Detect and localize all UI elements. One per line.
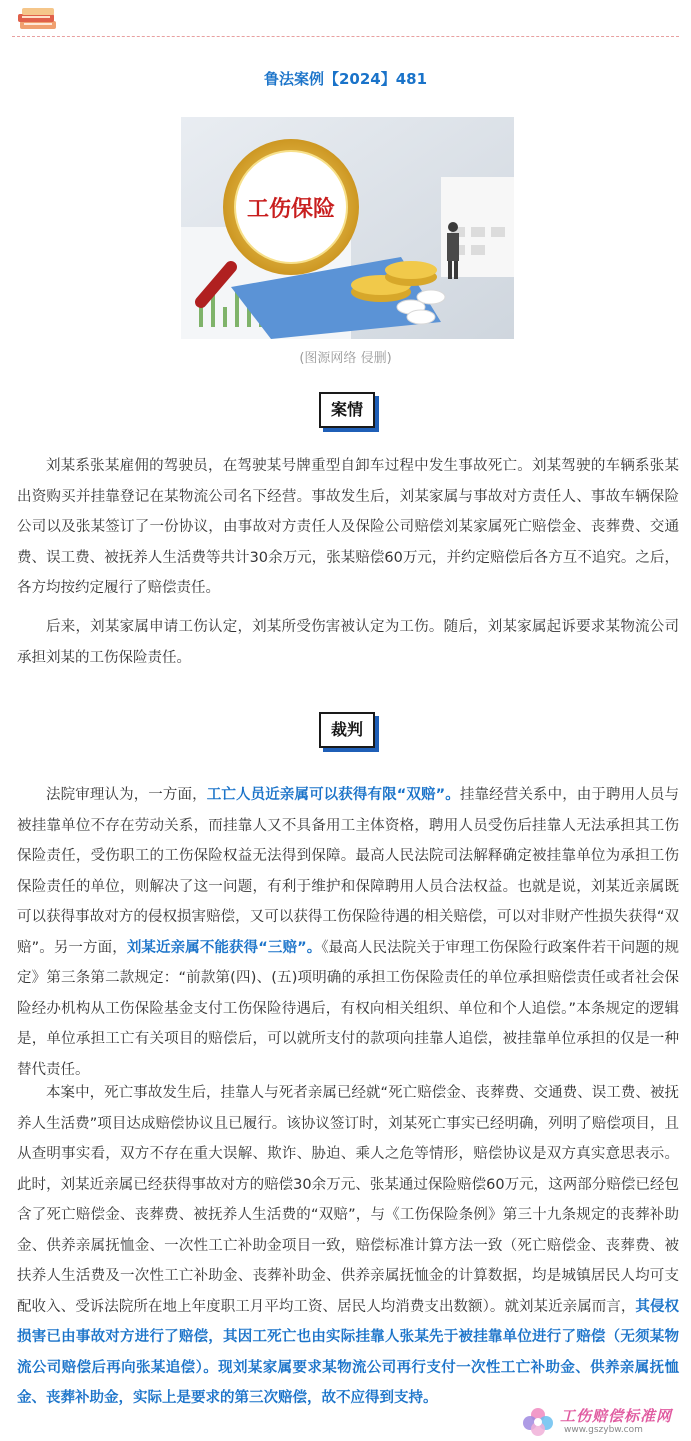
magnifier-illustration bbox=[181, 117, 514, 339]
text-span: 挂靠经营关系中，由于聘用人员与被挂靠单位不存在劳动关系，而挂靠人又不具备用工主体资格，聘用人员受伤后挂靠人无法承担其工伤保险责任，受伤职工的工伤保险权益无法得到保障。最高人民法院司法解释确定被挂靠单位为承担工伤保险责任的单位，则解决了这一问题，有利于维护和保障聘用人员合法权益。也就是说，刘某近亲属既可以获得事故对方的侵权损害赔偿，又可以获得工伤保险待遇的相关赔偿，可以对非财产性损失获得“双赔”。另一方面， bbox=[17, 787, 679, 956]
facts-paragraph-2: 后来，刘某家属申请工伤认定，刘某所受伤害被认定为工伤。随后，刘某家属起诉要求某物流公司承担刘某的工伤保险责任。 bbox=[17, 619, 679, 666]
header-divider bbox=[12, 36, 679, 37]
highlight-double-compensation: 工亡人员近亲属可以获得有限“双赔”。 bbox=[206, 787, 460, 803]
section-title-facts: 案情 bbox=[319, 392, 375, 428]
case-title-text: 鲁法案例【2024】481 bbox=[263, 70, 428, 88]
facts-paragraph-1: 刘某系张某雇佣的驾驶员，在驾驶某号牌重型自卸车过程中发生事故死亡。刘某驾驶的车辆系张某出资购买并挂靠登记在某物流公司名下经营。事故发生后，刘某家属与事故对方责任人、事故车辆保险公司以及张某签订了一份协议，由事故对方责任人及保险公司赔偿刘某家属死亡赔偿金、丧葬费、交通费、误工费、被抚养人生活费等共计30余万元，张某赔偿60万元，并约定赔偿后各方互不追究。之后，各方均按约定履行了赔偿责任。 bbox=[17, 458, 679, 596]
section-header-facts bbox=[319, 392, 375, 428]
section-title-judgment: 裁判 bbox=[319, 712, 375, 748]
text-span: 法院审理认为，一方面， bbox=[46, 787, 207, 803]
site-watermark bbox=[520, 1403, 690, 1439]
text-span: 本案中，死亡事故发生后，挂靠人与死者亲属已经就“死亡赔偿金、丧葬费、交通费、误工费、被抚养人生活费”项目达成赔偿协议且已履行。该协议签订时，刘某死亡事实已经明确，列明了赔偿项目，且从查明事实看，双方不存在重大误解、欺诈、胁迫、乘人之危等情形，赔偿协议是双方真实意思表示。此时，刘某近亲属已经获得事故对方的赔偿30余万元、张某通过保险赔偿60万元，这两部分赔偿已经包含了死亡赔偿金、丧葬费、被抚养人生活费的“双赔”，与《工伤保险条例》第三十九条规定的丧葬补助金、供养亲属抚恤金、一次性工亡补助金项目一致，赔偿标准计算方法一致（死亡赔偿金、丧葬费、被扶养人生活费及一次性工亡补助金、丧葬补助金、供养亲属抚恤金的计算数据，均是城镇居民人均可支配收入、受诉法院所在地上年度职工月平均工资、居民人均消费支出数额）。就刘某近亲属而言， bbox=[17, 1085, 679, 1315]
title-underline bbox=[242, 88, 449, 95]
judgment-paragraph-1 bbox=[17, 780, 679, 1085]
insurance-photo bbox=[181, 117, 514, 339]
case-title bbox=[246, 64, 445, 97]
case-title-wrap bbox=[0, 64, 691, 97]
sign-text: 工伤保险 bbox=[246, 197, 336, 222]
flower-logo-icon bbox=[520, 1405, 556, 1437]
highlight-conclusion: 其侵权损害已由事故对方进行了赔偿，其因工死亡也由实际挂靠人张某先于被挂靠单位进行了赔偿（无须某物流公司赔偿后再向张某追偿）。现刘某家属要求某物流公司再行支付一次性工亡补助金、供养亲属抚恤金、丧葬补助金，实际上是要求的第三次赔偿，故不应得到支持。 bbox=[17, 1298, 680, 1406]
image-caption: (图源网络 侵删) bbox=[299, 351, 392, 366]
text-span: 《最高人民法院关于审理工伤保险行政案件若干问题的规定》第三条第二款规定：“前款第(四)、(五)项明确的承担工伤保险责任的单位承担赔偿责任或者社会保险经办机构从工伤保险基金支付工伤保险待遇后，有权向相关组织、单位和个人追偿。”本条规定的逻辑是，单位承担工亡有关项目的赔偿后，可以就所支付的款项向挂靠人追偿，被挂靠单位承担的仅是一种替代责任。 bbox=[17, 939, 679, 1078]
section-header-judgment bbox=[319, 712, 375, 748]
highlight-no-triple-compensation: 刘某近亲属不能获得“三赔”。 bbox=[126, 939, 322, 956]
watermark-name: 工伤赔偿标准网 bbox=[560, 1407, 673, 1425]
header bbox=[0, 0, 691, 40]
book-stack-icon bbox=[14, 6, 62, 36]
watermark-url: www.gszybw.com bbox=[564, 1425, 643, 1435]
judgment-paragraph-2 bbox=[17, 1078, 679, 1414]
